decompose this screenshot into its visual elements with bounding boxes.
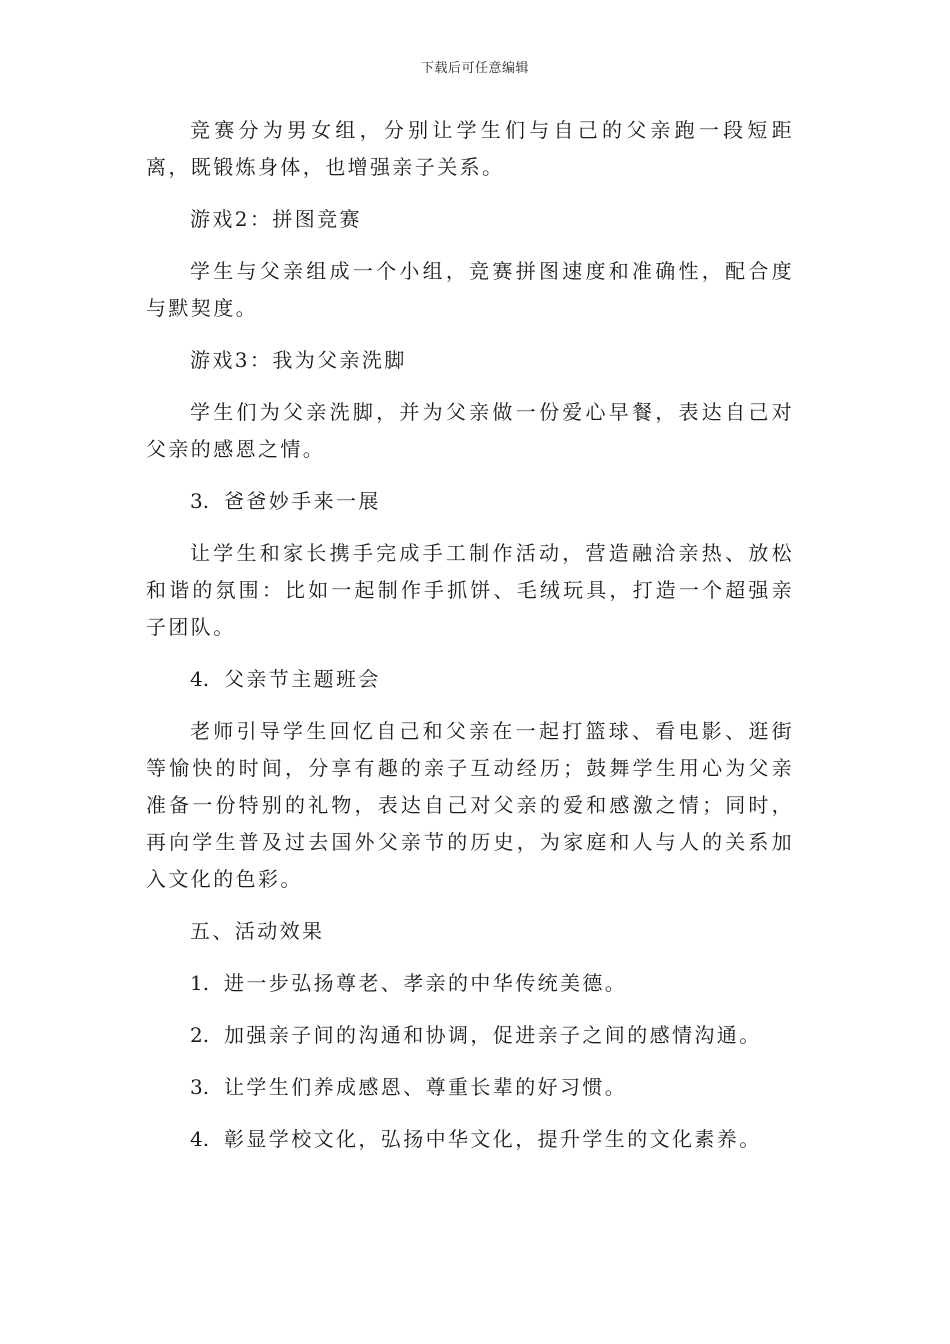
list-item-number: 3. bbox=[190, 489, 210, 513]
list-item-text: 彰显学校文化，弘扬中华文化，提升学生的文化素养。 bbox=[224, 1127, 762, 1151]
effect-item-4 bbox=[146, 1121, 794, 1158]
paragraph-game3-title: 游戏3：我为父亲洗脚 bbox=[190, 348, 407, 372]
effect-item-3 bbox=[146, 1069, 794, 1106]
list-item-number: 4. bbox=[190, 1127, 210, 1151]
paragraph-race: 竞赛分为男女组，分别让学生们与自己的父亲跑一段短距离，既锻炼身体，也增强亲子关系。 bbox=[146, 118, 794, 179]
list-item-text: 加强亲子间的沟通和协调，促进亲子之间的感情沟通。 bbox=[224, 1023, 762, 1047]
effect-item-2 bbox=[146, 1017, 794, 1054]
paragraph-game3-desc: 学生们为父亲洗脚，并为父亲做一份爱心早餐，表达自己对父亲的感恩之情。 bbox=[146, 400, 794, 461]
list-item-text: 父亲节主题班会 bbox=[224, 667, 381, 691]
list-item-text: 让学生们养成感恩、尊重长辈的好习惯。 bbox=[224, 1075, 628, 1099]
section-heading-effects: 五、活动效果 bbox=[190, 919, 325, 943]
list-item-class-meeting bbox=[146, 661, 794, 698]
list-item-number: 3. bbox=[190, 1075, 210, 1099]
paragraph-game2-desc: 学生与父亲组成一个小组，竞赛拼图速度和准确性，配合度与默契度。 bbox=[146, 259, 794, 320]
document-body bbox=[146, 112, 794, 1158]
paragraph-crafts-desc: 让学生和家长携手完成手工制作活动，营造融洽亲热、放松和谐的氛围：比如一起制作手抓饼、毛绒玩具，打造一个超强亲子团队。 bbox=[146, 541, 794, 639]
list-item-number: 1. bbox=[190, 971, 210, 995]
list-item-dad-crafts bbox=[146, 483, 794, 520]
list-item-number: 4. bbox=[190, 667, 210, 691]
list-item-text: 进一步弘扬尊老、孝亲的中华传统美德。 bbox=[224, 971, 628, 995]
paragraph-game2-title: 游戏2：拼图竞赛 bbox=[190, 207, 362, 231]
effect-item-1 bbox=[146, 965, 794, 1002]
header-watermark: 下载后可任意编辑 bbox=[420, 61, 529, 76]
list-item-number: 2. bbox=[190, 1023, 210, 1047]
list-item-text: 爸爸妙手来一展 bbox=[224, 489, 381, 513]
paragraph-class-meeting-desc: 老师引导学生回忆自己和父亲在一起打篮球、看电影、逛街等愉快的时间，分享有趣的亲子互动经历；鼓舞学生用心为父亲准备一份特别的礼物，表达自己对父亲的爱和感激之情；同时，再向学生普及过去国外父亲节的历史，为家庭和人与人的关系加入文化的色彩。 bbox=[146, 719, 794, 891]
